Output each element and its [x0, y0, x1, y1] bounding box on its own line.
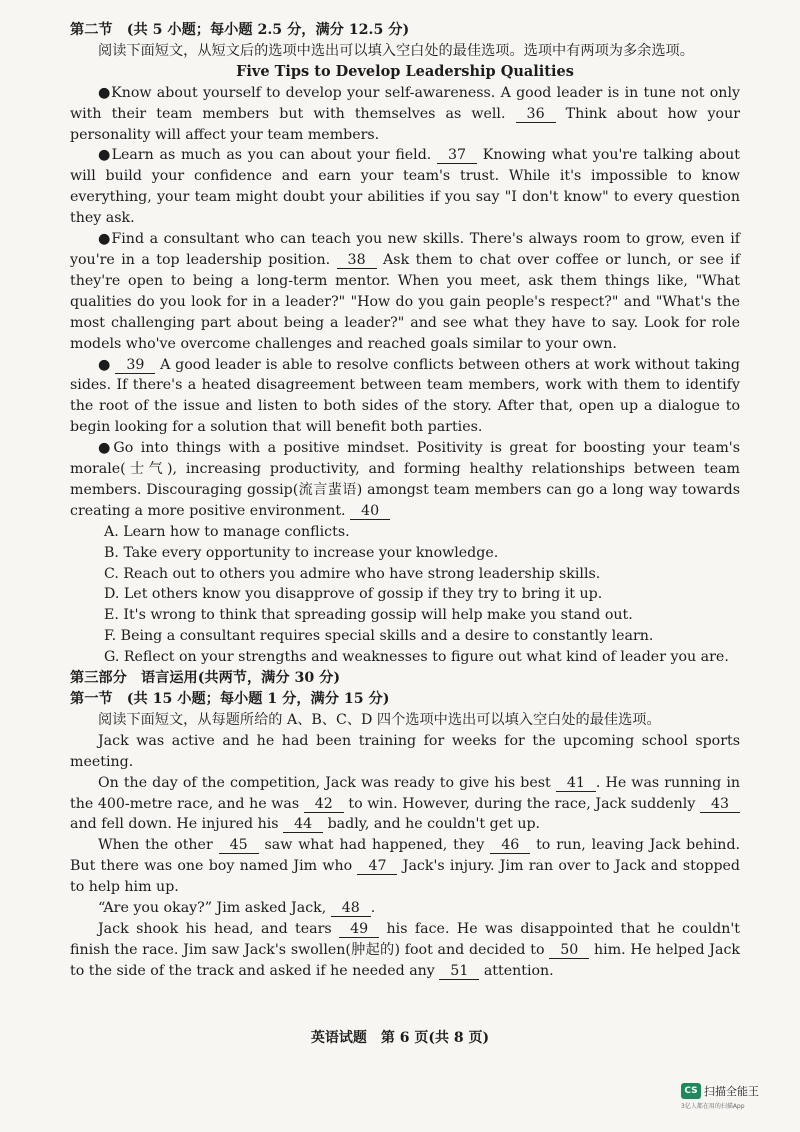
part3-heading: 第三部分 语言运用(共两节，满分 30 分) [70, 670, 341, 687]
p5-text-a: ●Go into things with a positive mindset. Positivity is great for boosting your team's morale(士气), increasing productivity, and forming healthy relationships between team members. Discouraging gossip(流言蜚语) amongst team members can go a long way towards creating a more positive environment. [70, 440, 740, 519]
blank-41: 41 [556, 775, 596, 792]
part3-instruction: 阅读下面短文，从每题所给的 A、B、C、D 四个选项中选出可以填入空白处的最佳选项。 [98, 711, 661, 728]
cloze-paragraph-3 [70, 835, 740, 898]
blank-44: 44 [283, 816, 323, 833]
passage-title: Five Tips to Develop Leadership Qualities [236, 62, 574, 80]
c5-text-a: Jack shook his head, and tears [98, 920, 332, 937]
paragraph-2 [70, 145, 740, 229]
p4-bullet: ● [98, 356, 111, 373]
c5-text-b: his face. He was disappointed that he couldn't finish the race. Jim saw Jack's swollen(肿起的) foot and decided to [70, 920, 741, 958]
watermark-app-name: 扫描全能王 [704, 1084, 759, 1098]
option-d: D. Let others know you disapprove of gossip if they try to bring it up. [104, 586, 603, 603]
part3-section1-heading: 第一节 (共 15 小题；每小题 1 分，满分 15 分) [70, 691, 390, 707]
option-b: B. Take every opportunity to increase your knowledge. [104, 544, 499, 561]
c2-text-a: On the day of the competition, Jack was ready to give his best [98, 774, 551, 791]
option-e: E. It's wrong to think that spreading gossip will help make you stand out. [104, 607, 633, 624]
c3-text-d: Jack's injury. Jim ran over to Jack and stopped to help him up. [70, 858, 741, 896]
p2-text-a: ●Learn as much as you can about your field. [98, 147, 432, 164]
cloze-paragraph-2 [70, 773, 740, 836]
blank-36: 36 [516, 106, 556, 123]
blank-50: 50 [549, 942, 589, 959]
blank-37: 37 [437, 147, 477, 164]
c5-text-c: him. He helped Jack to the side of the track and asked if he needed any [70, 941, 740, 979]
c3-text-a: When the other [98, 837, 213, 854]
option-c: C. Reach out to others you admire who have strong leadership skills. [104, 565, 601, 582]
p3-text-a: ●Find a consultant who can teach you new skills. There's always room to grow, even if you're in a top leadership position. [70, 231, 740, 268]
p2-text-b: Knowing what you're talking about will build your confidence and earn your team's trust. While it's impossible to know everything, your team might doubt your abilities if you say "I don't know" to every question they ask. [70, 147, 740, 227]
scanner-watermark [681, 1080, 791, 1110]
paragraph-5 [70, 438, 740, 522]
paragraph-1 [70, 83, 740, 146]
option-f: F. Being a consultant requires special skills and a desire to constantly learn. [104, 628, 654, 645]
blank-38: 38 [337, 252, 377, 269]
option-g: G. Reflect on your strengths and weaknesses to figure out what kind of leader you are. [104, 649, 729, 666]
cloze-paragraph-1: Jack was active and he had been training for weeks for the upcoming school sports meeting. [70, 732, 740, 770]
cloze-paragraph-4 [70, 898, 740, 919]
blank-47: 47 [357, 858, 397, 875]
blank-43: 43 [700, 796, 740, 813]
watermark-tagline: 3亿人都在用的扫描App [681, 1103, 745, 1110]
section2-instruction: 阅读下面短文，从短文后的选项中选出可以填入空白处的最佳选项。选项中有两项为多余选项。 [98, 42, 694, 59]
scanner-logo-icon: CS [681, 1083, 701, 1099]
blank-51: 51 [439, 963, 479, 980]
c5-text-d: attention. [483, 962, 554, 979]
blank-48: 48 [331, 900, 371, 917]
c3-text-c: to run, leaving Jack behind. But there was one boy named Jim who [70, 837, 741, 875]
p1-text-b: Think about how your personality will affect your team members. [70, 105, 741, 143]
page-footer: 英语试题 第 6 页(共 8 页) [310, 1030, 490, 1046]
c2-text-c: to win. However, during the race, Jack suddenly [348, 795, 696, 812]
p1-text-a: ●Know about yourself to develop your self-awareness. A good leader is in tune not only with their team members but with themselves as well. [70, 84, 740, 122]
blank-39: 39 [115, 357, 155, 374]
section2-heading: 第二节 (共 5 小题；每小题 2.5 分，满分 12.5 分) [70, 22, 410, 38]
blank-45: 45 [219, 837, 259, 854]
paragraph-4 [70, 355, 740, 439]
blank-46: 46 [490, 837, 530, 854]
c2-text-d: and fell down. He injured his [70, 816, 279, 833]
c2-text-e: badly, and he couldn't get up. [327, 816, 541, 833]
p3-text-b: Ask them to chat over coffee or lunch, or see if they're open to being a long-term mentor. When you meet, ask them things like, "What qualities do you look for in a leader?" "How do you gain people's respect?" and "What's the most challenging part about being a leader?" and see what they have to say. Look for role models who've overcome challenges and reached goals similar to your own. [70, 251, 740, 352]
p4-text-b: A good leader is able to resolve conflicts between others at work without taking sides. If there's a heated disagreement between team members, work with them to identify the root of the issue and listen to both sides of the story. After that, open up a dialogue to begin looking for a solution that will benefit both parties. [70, 356, 740, 436]
blank-49: 49 [339, 921, 379, 938]
blank-40: 40 [350, 503, 390, 520]
option-a: A. Learn how to manage conflicts. [104, 523, 350, 540]
blank-42: 42 [304, 796, 344, 813]
c4-text-b: . [370, 900, 376, 917]
cloze-paragraph-5 [70, 919, 740, 982]
paragraph-3 [70, 229, 740, 354]
c4-text-a: “Are you okay?” Jim asked Jack, [98, 900, 327, 917]
c3-text-b: saw what had happened, they [264, 837, 485, 854]
exam-page [70, 20, 740, 982]
c2-text-b: . He was running in the 400-metre race, and he was [70, 774, 740, 812]
